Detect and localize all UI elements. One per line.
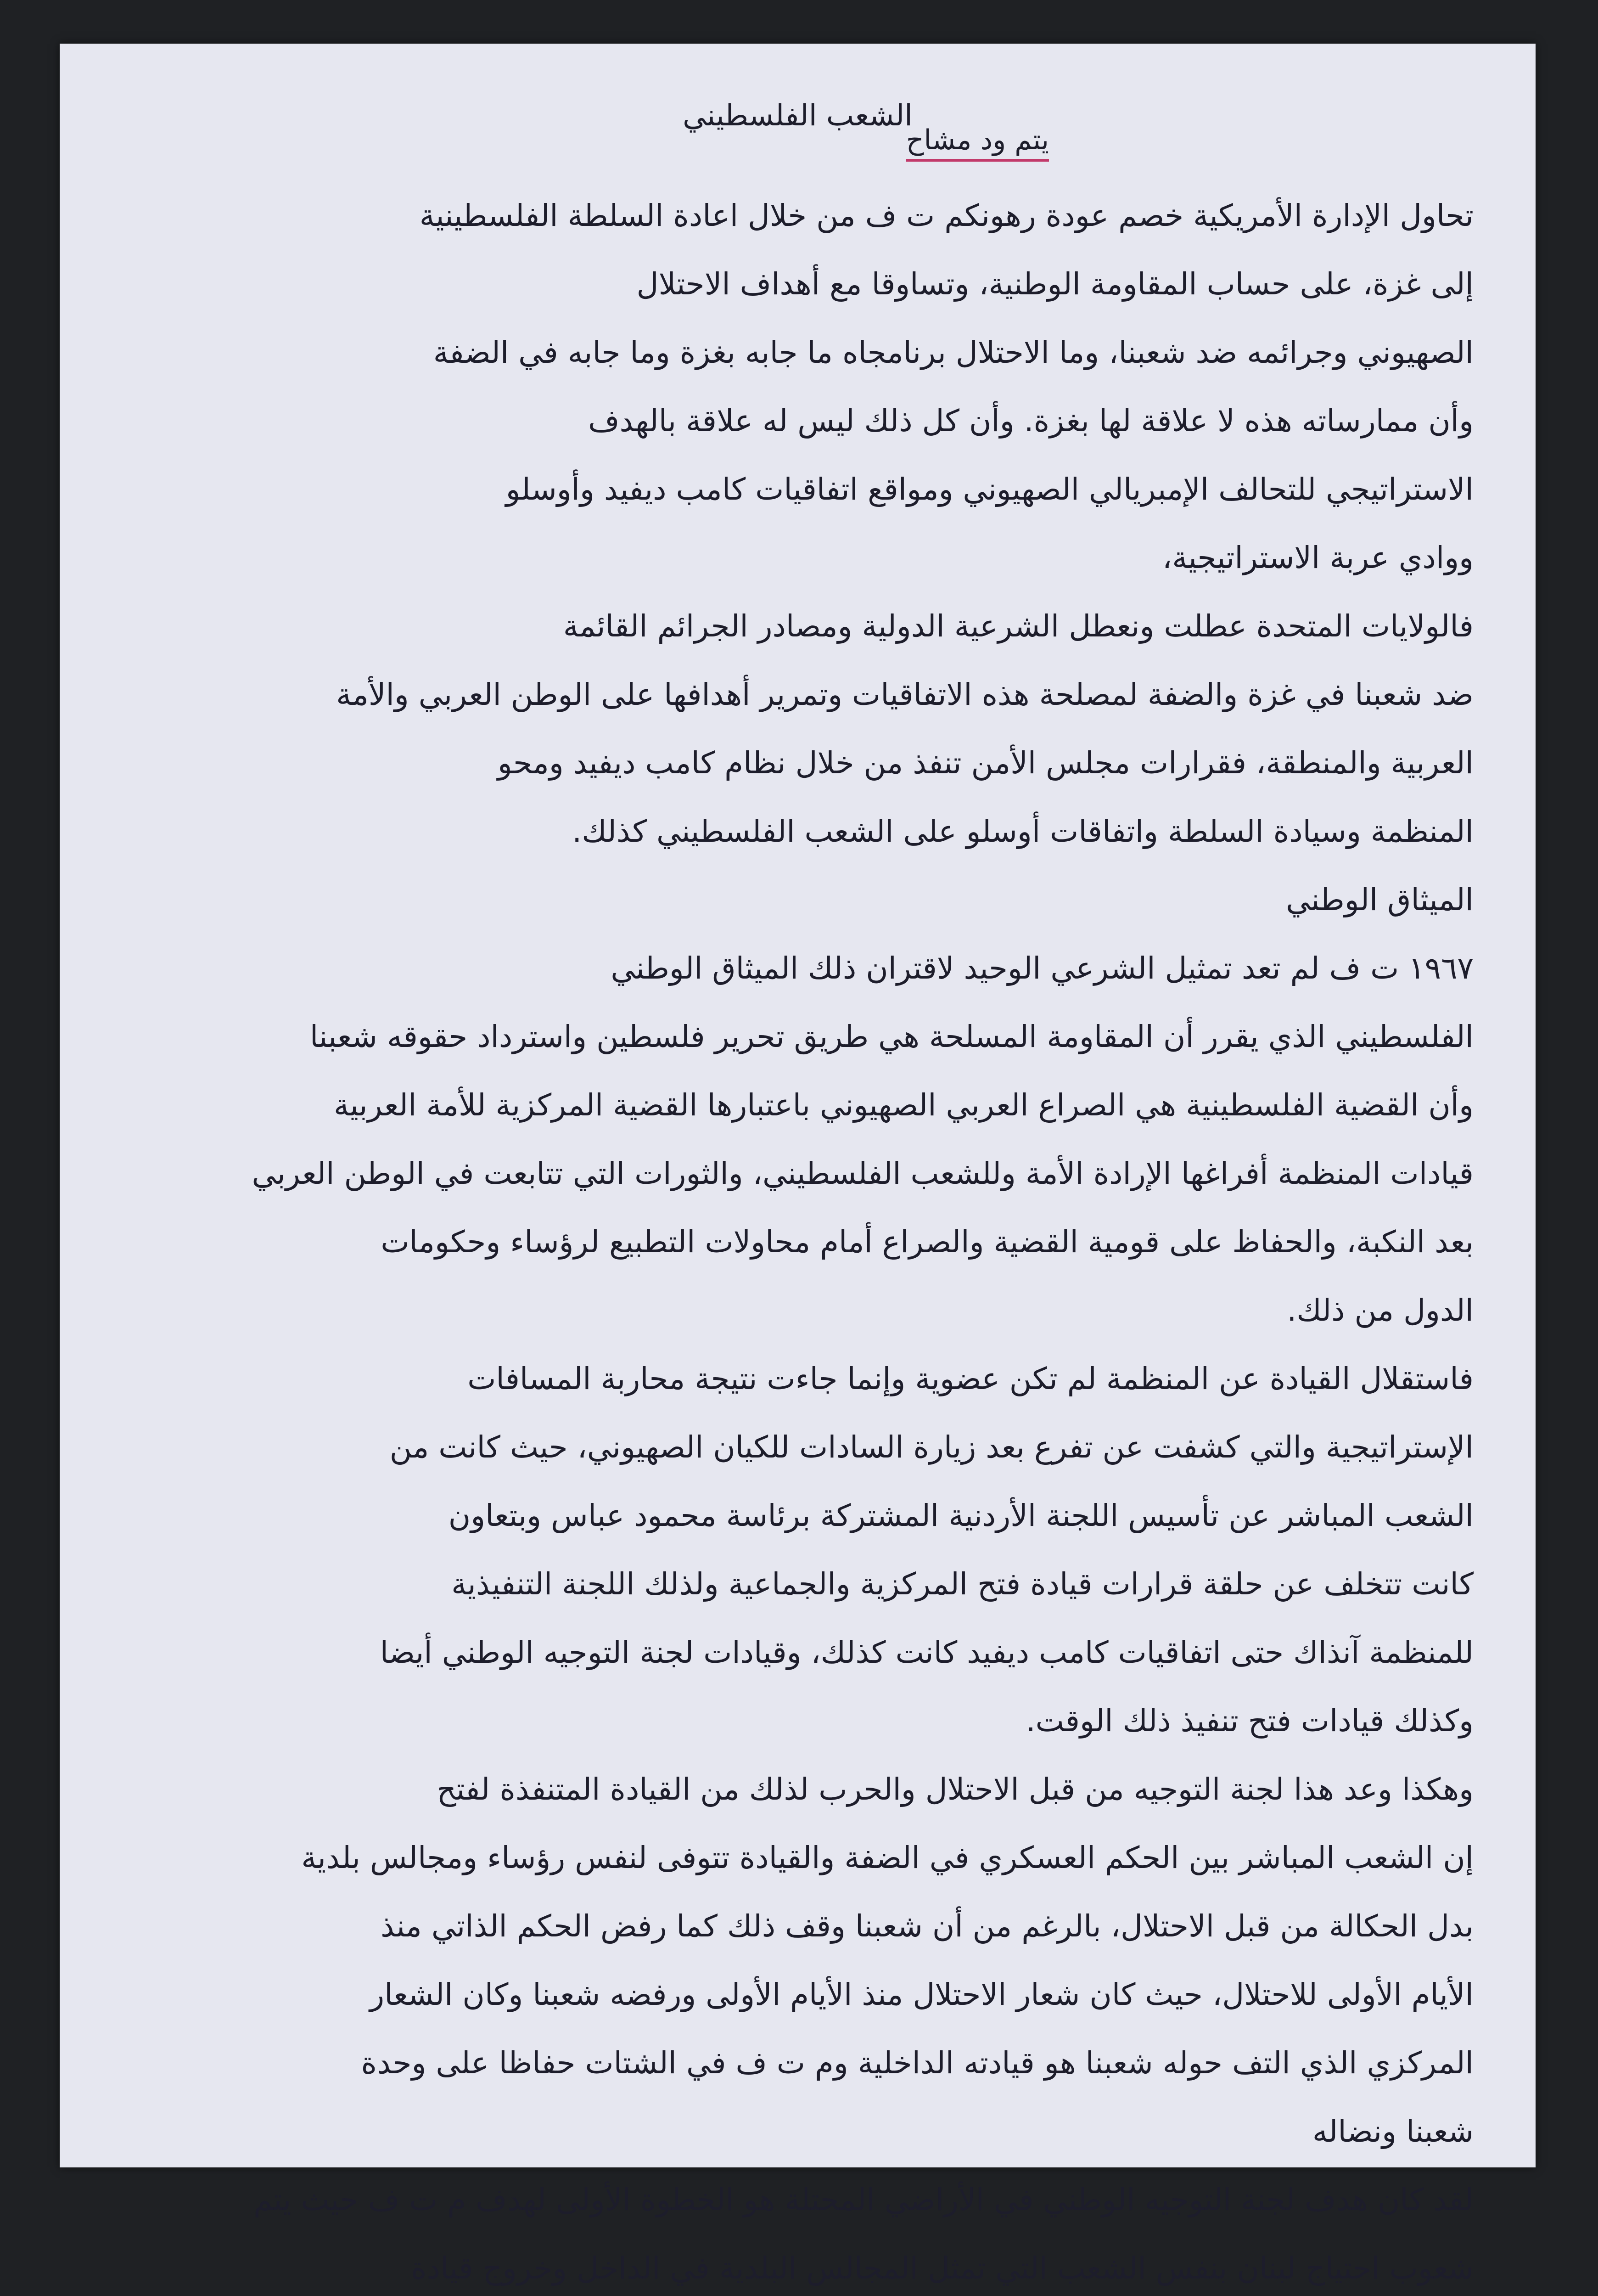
text-line: الدول من ذلك. [1287, 1293, 1474, 1328]
text-line: كانت تتخلف عن حلقة قرارات قيادة فتح المركزية والجماعية ولذلك اللجنة التنفيذية [451, 1566, 1474, 1602]
handwritten-annotation: يتم ود مشاح [906, 124, 1049, 162]
text-line: للمنظمة آنذاك حتى اتفاقيات كامب ديفيد كانت كذلك، وقيادات لجنة التوجيه الوطني أيضا [380, 1635, 1474, 1670]
text-line: وكذلك قيادات فتح تنفيذ ذلك الوقت. [1026, 1703, 1474, 1739]
text-line: العربية والمنطقة، فقرارات مجلس الأمن تنفذ من خلال نظام كامب ديفيد ومحو [497, 745, 1474, 781]
text-line: تحاول الإدارة الأمريكية خصم عودة رهونكم ت ف من خلال اعادة السلطة الفلسطينية [419, 198, 1474, 233]
text-line: شعبنا ونضاله [1312, 2114, 1474, 2149]
text-line: المركزي الذي التف حوله شعبنا هو قيادته الداخلية وم ت ف في الشتات حفاظا على وحدة [361, 2045, 1474, 2081]
text-line: الشعب المباشر عن تأسيس اللجنة الأردنية المشتركة برئاسة محمود عباس وبتعاون [448, 1498, 1474, 1533]
page-title: الشعب الفلسطيني [683, 99, 913, 133]
text-line: إلى غزة، على حساب المقاومة الوطنية، وتساوقا مع أهداف الاحتلال [636, 266, 1474, 302]
text-line: بدل الحكالة من قبل الاحتلال، بالرغم من أن شعبنا وقف ذلك كما رفض الحكم الذاتي منذ [380, 1908, 1474, 1944]
text-line: وأن ممارساته هذه لا علاقة لها بغزة. وأن كل ذلك ليس له علاقة بالهدف [588, 403, 1474, 439]
document-page [60, 44, 1536, 2286]
text-line: إن الشعب المباشر بين الحكم العسكري في الضفة والقيادة تتوفى لنفس رؤساء ومجالس بلدية [301, 1840, 1474, 1875]
text-line: وهكذا وعد هذا لجنة التوجيه من قبل الاحتلال والحرب لذلك من القيادة المتنفذة لفتح [437, 1772, 1474, 1807]
text-line: المنظمة وسيادة السلطة واتفاقات أوسلو على الشعب الفلسطيني كذلك. [572, 814, 1474, 849]
text-line: لقد كان هدف لجنة التوجيه الوطني في الأراضي المحتلة هو الخطوة الأولى لهدف م ت ف حيث يتم [253, 2182, 1474, 2217]
text-line: فالولايات المتحدة عطلت ونعطل الشرعية الدولية ومصادر الجرائم القائمة [563, 608, 1474, 644]
text-line: قيادات المنظمة أفراغها الإرادة الأمة وللشعب الفلسطيني، والثورات التي تتابعت في الوطن العربي [252, 1156, 1474, 1191]
text-line: شعوب احتياج لبنان بنفس الشعب التي تمثل المجالس البلدية في الداخل وخروج قيادة [411, 2251, 1474, 2286]
text-line: فاستقلال القيادة عن المنظمة لم تكن عضوية وإنما جاءت نتيجة محاربة المسافات [467, 1361, 1474, 1396]
text-line: الإستراتيجية والتي كشفت عن تفرع بعد زيارة السادات للكيان الصهيوني، حيث كانت من [389, 1429, 1474, 1465]
text-line: الفلسطيني الذي يقرر أن المقاومة المسلحة هي طريق تحرير فلسطين واسترداد حقوقه شعبنا [309, 1019, 1474, 1054]
text-line: الاستراتيجي للتحالف الإمبريالي الصهيوني ومواقع اتفاقيات كامب ديفيد وأوسلو [505, 472, 1474, 507]
text-line: ضد شعبنا في غزة والضفة لمصلحة هذه الاتفاقيات وتمرير أهدافها على الوطن العربي والأمة [336, 677, 1474, 712]
text-line: وأن القضية الفلسطينية هي الصراع العربي الصهيوني باعتبارها القضية المركزية للأمة العربية [333, 1087, 1474, 1123]
text-line: الميثاق الوطني [1286, 882, 1474, 917]
text-line: ووادي عربة الاستراتيجية، [1162, 540, 1474, 575]
text-line: الصهيوني وجرائمه ضد شعبنا، وما الاحتلال برنامجاه ما جابه بغزة وما جابه في الضفة [433, 335, 1474, 370]
text-line: ١٩٦٧ ت ف لم تعد تمثيل الشرعي الوحيد لاقتران ذلك الميثاق الوطني [611, 951, 1474, 986]
handwritten-body [129, 181, 1474, 2296]
text-line: الأيام الأولى للاحتلال، حيث كان شعار الاحتلال منذ الأيام الأولى ورفضه شعبنا وكان الشعار [370, 1977, 1474, 2012]
text-line: بعد النكبة، والحفاظ على قومية القضية والصراع أمام محاولات التطبيع لرؤساء وحكومات [381, 1224, 1474, 1260]
